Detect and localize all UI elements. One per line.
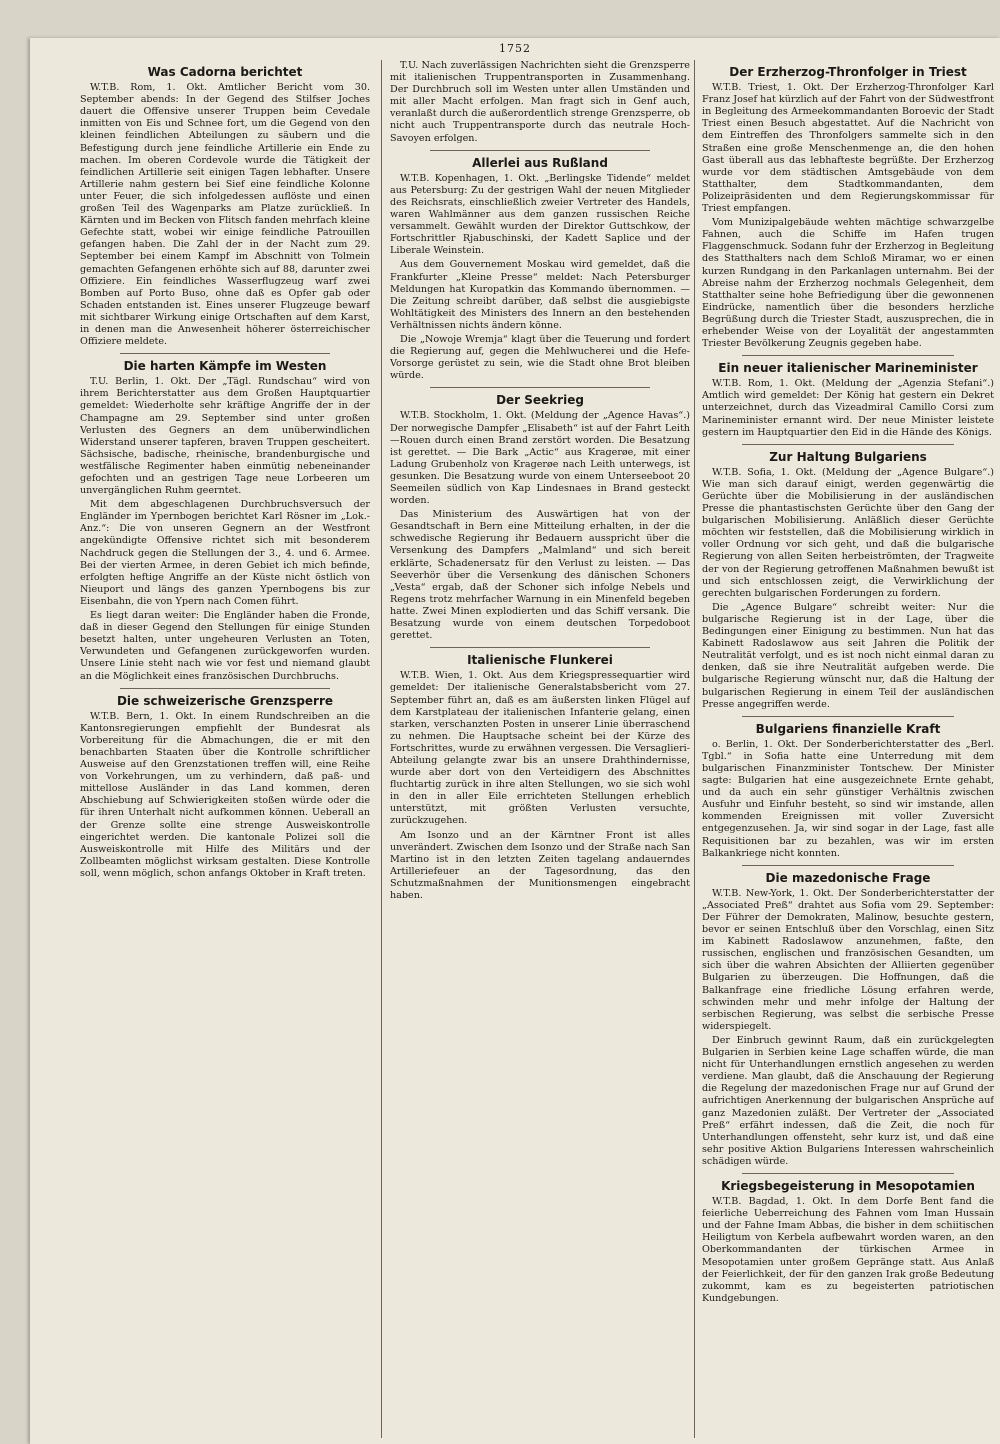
article-headline: Zur Haltung Bulgariens bbox=[769, 449, 927, 464]
article-headline: Kriegsbegeisterung in Mesopotamien bbox=[721, 1178, 975, 1193]
article-headline: Die harten Kämpfe im Westen bbox=[123, 359, 327, 374]
article-seekrieg bbox=[390, 394, 690, 642]
article-headline: Bulgariens finanzielle Kraft bbox=[755, 721, 941, 736]
article-divider bbox=[430, 150, 650, 151]
column-rule bbox=[381, 60, 382, 1438]
column-right bbox=[702, 60, 994, 1438]
article-thronfolger bbox=[702, 66, 994, 350]
article-paragraph: W.T.B. New-York, 1. Okt. Der Sonderberichterstatter der „Associated Preß“ drahtet aus Sofia vom 29. September: Der Führer der Demokraten, Malinow, besuchte gestern, bevor er seinen Entschluß über den Vorschlag, einen Sitz im Kabinett Radoslawow anzunehmen, faßte, den russischen, englischen und französischen Gesandten, um sich über die wahren Absichten der Alliierten gegenüber Bulgarien zu überzeugen. Die Hoffnungen, daß die Balkanfrage eine friedliche Lösung erfahren werde, schwinden mehr und mehr infolge der Haltung der serbischen Regierung, was selbst die serbische Presse widerspiegelt. bbox=[702, 887, 994, 1032]
article-divider bbox=[742, 716, 954, 717]
article-paragraph: W.T.B. Bagdad, 1. Okt. In dem Dorfe Bent fand die feierliche Ueberreichung des Fahnen vom Iman Hussain und der Fahne Imam Abbas, die bisher in dem schiitischen Heiligtum von Kerbela aufbewahrt worden waren, an den Oberkommandanten der türkischen Armee in Mesopotamien unter großem Gepränge statt. Aus Anlaß der Feierlichkeit, der für den ganzen Irak große Bedeutung zukommt, kam es zu begeisterten patriotischen Kundgebungen. bbox=[702, 1196, 994, 1304]
article-divider bbox=[742, 355, 954, 356]
article-flunkerei bbox=[390, 654, 690, 902]
article-paragraph: T.U. Nach zuverlässigen Nachrichten sieht die Grenzsperre mit italienischen Truppentransporten in Zusammenhang. Der Durchbruch soll im Westen unter allen Umständen und mit aller Macht erfolgen. Man fragt sich in Genf auch, veranlaßt durch die außerordentlich strenge Grenzsperre, ob nicht auch Truppentransporte durch das neutrale Hoch-Savoyen erfolgen. bbox=[390, 60, 690, 144]
article-russland bbox=[390, 157, 690, 383]
article-paragraph: Die „Nowoje Wremja“ klagt über die Teuerung und fordert die Regierung auf, gegen die Mehlwucherei und die Hefe-Vorsorge gerüstet zu sein, wie die Stadt ohne Brot bleiben würde. bbox=[390, 333, 690, 382]
article-paragraph: W.T.B. Bern, 1. Okt. In einem Rundschreiben an die Kantonsregierungen empfiehlt der Bundesrat als Vorbereitung für die Abmachungen, die er mit den benachbarten Staaten über die Kontrolle schriftlicher Ausweise auf den Grenzstationen treffen will, eine Reihe von Vorkehrungen, um zu verhindern, daß paß- und mittellose Ausländer in das Land kommen, deren Abschiebung auf Schwierigkeiten stoßen würde oder die für ihren Unterhalt nicht aufkommen können. Ueberall an der Grenze sollte eine strenge Ausweiskontrolle eingerichtet werden. Die kantonale Polizei soll die Ausweiskontrolle mit Hilfe des Militärs und der Zollbeamten möglichst wirksam gestalten. Diese Kontrolle soll, wenn möglich, schon anfangs Oktober in Kraft treten. bbox=[80, 710, 370, 879]
article-headline: Die mazedonische Frage bbox=[765, 870, 931, 885]
article-divider bbox=[120, 688, 330, 689]
article-paragraph: T.U. Berlin, 1. Okt. Der „Tägl. Rundschau“ wird von ihrem Berichterstatter aus dem Großen Hauptquartier gemeldet: Wiederholte sehr kräftige Angriffe der in der Champagne am 29. September sind unter großen Verlusten des Gegners an dem unüberwindlichen Widerstand unserer tapferen, braven Truppen gescheitert. Sächsische, badische, rheinische, brandenburgische und westfälische Regimenter haben einmütig nebeneinander gefochten und an gestrigen Tage neue Lorbeeren um unvergänglichen Ruhm geerntet. bbox=[80, 376, 370, 497]
article-paragraph: Die „Agence Bulgare“ schreibt weiter: Nur die bulgarische Regierung ist in der Lage, über die Bedingungen einer Einigung zu bestimmen. Nun hat das Kabinett Radoslawow aus seit Jahren die Politik der Neutralität verfolgt, und es ist noch nicht einmal daran zu denken, daß sie ihre Neutralität aufgeben werde. Die bulgarische Regierung wünscht nur, daß die Haltung der bulgarischen Regierung in einem Teil der ausländischen Presse angegriffen werde. bbox=[702, 601, 994, 710]
article-headline: Allerlei aus Rußland bbox=[472, 155, 608, 170]
article-paragraph: Das Ministerium des Auswärtigen hat von der Gesandtschaft in Bern eine Mitteilung erhalten, in der die schwedische Regierung ihr Bedauern ausspricht über die Versenkung des Dampfers „Malmland“ und sich bereit erklärte, Schadenersatz für den Verlust zu leisten. — Das Seeverhör über die Versenkung des dänischen Schoners „Vesta“ ergab, daß der Schoner sich infolge Nebels und Regens trotz mehrfacher Warnung in ein Minenfeld begeben hatte. Zwei Minen explodierten und das Schiff versank. Die Besatzung wurde von einem deutschen Torpedoboot gerettet. bbox=[390, 509, 690, 642]
column-left bbox=[80, 60, 370, 1438]
article-grenzsperre-continued bbox=[390, 60, 690, 145]
article-divider bbox=[742, 1173, 954, 1174]
article-marineminister bbox=[702, 362, 994, 439]
article-divider bbox=[430, 647, 650, 648]
column-middle bbox=[390, 60, 690, 1438]
article-cadorna bbox=[80, 66, 370, 348]
article-paragraph: Mit dem abgeschlagenen Durchbruchsversuch der Engländer im Ypernbogen berichtet Karl Rösner im „Lok.-Anz.“: Die von unseren Gegnern an der Westfront angekündigte Offensive richtet sich mit besonderem Nachdruck gegen die Stellungen der 3., 4. und 6. Armee. Bei der vierten Armee, in deren Gebiet ich mich befinde, erfolgten heftige Angriffe an der Küste nicht östlich von Nieuport und längs des ganzen Ypernbogens bis zur Eisenbahn, die von Ypern nach Comen führt. bbox=[80, 499, 370, 607]
article-bulgarien-haltung bbox=[702, 451, 994, 711]
article-grenzsperre bbox=[80, 695, 370, 880]
article-westen bbox=[80, 360, 370, 682]
article-divider bbox=[430, 387, 650, 388]
article-divider bbox=[742, 444, 954, 445]
article-paragraph: W.T.B. Triest, 1. Okt. Der Erzherzog-Thronfolger Karl Franz Josef hat kürzlich auf der Fahrt von der Südwestfront in Begleitung des Armeekommandanten Boroevic der Stadt Triest einen Besuch abgestattet. Auf die Nachricht von dem Eintreffen des Thronfolgers sammelte sich in den Straßen eine große Menschenmenge an, die den hohen Gast überall aus das lebhafteste begrüßte. Der Erzherzog wurde vor dem städtischen Amtsgebäude von dem Statthalter, dem Stadtkommandanten, dem Polizeipräsidenten und dem Regierungskommissar für Triest empfangen. bbox=[702, 82, 994, 215]
article-divider bbox=[742, 865, 954, 866]
article-paragraph: Aus dem Gouvernement Moskau wird gemeldet, daß die Frankfurter „Kleine Presse“ meldet: Nach Petersburger Meldungen hat Kuropatkin das Kommando übernommen. — Die Zeitung schreibt darüber, daß selbst die ausgiebigste Wohltätigkeit des Ministers des Innern an den bestehenden Verhältnissen nichts ändern könne. bbox=[390, 259, 690, 331]
article-paragraph: o. Berlin, 1. Okt. Der Sonderberichterstatter des „Berl. Tgbl.“ in Sofia hatte eine Unterredung mit dem bulgarischen Finanzminister Tontschew. Der Minister sagte: Bulgarien hat eine ausgezeichnete Ernte gehabt, und da auch ein sehr günstiger Verhältnis zwischen Ausfuhr und Einfuhr besteht, so sind wir imstande, allen kommenden Ereignissen mit voller Zuversicht entgegenzusehen. Ja, wir sind sogar in der Lage, fast alle Requisitionen bar zu bezahlen, was wir im ersten Balkankriege nicht konnten. bbox=[702, 738, 994, 859]
article-mazedonien bbox=[702, 872, 994, 1168]
article-paragraph: W.T.B. Sofia, 1. Okt. (Meldung der „Agence Bulgare“.) Wie man sich darauf einigt, werden gegenwärtig die Gerüchte über die Mobilisierung in der ausländischen Presse die phantastischsten Gerüchte über den Gang der bulgarischen Mobilisierung. Anläßlich dieser Gerüchte möchten wir feststellen, daß die Mobilisierung wirklich in voller Ordnung vor sich geht, und daß die bulgarische Regierung von allen Seiten herbeiströmten, der Tragweite der von der Regierung getroffenen Maßnahmen bewußt ist und sich entschlossen zeigt, die Verwirklichung der gerechten bulgarischen Forderungen zu fordern. bbox=[702, 466, 994, 599]
article-headline: Italienische Flunkerei bbox=[467, 653, 613, 668]
article-bulgarien-finanz bbox=[702, 723, 994, 860]
article-paragraph: Vom Munizipalgebäude wehten mächtige schwarzgelbe Fahnen, auch die Schiffe im Hafen trugen Flaggenschmuck. Sodann fuhr der Erzherzog in Begleitung des Statthalters nach dem Schloß Miramar, wo er einen kurzen Rundgang in den Parkanlagen unternahm. Bei der Abreise nahm der Erzherzog nochmals Gelegenheit, dem Statthalter seine hohe Befriedigung über die gewonnenen Eindrücke, namentlich über die besonders herzliche Begrüßung durch die Triester Stadt, auszusprechen, die in erhebender Weise von der Loyalität der angestammten Triester Bevölkerung Zeugnis gegeben habe. bbox=[702, 217, 994, 350]
column-rule bbox=[694, 60, 695, 1438]
article-headline: Der Seekrieg bbox=[496, 393, 584, 408]
article-paragraph: W.T.B. Stockholm, 1. Okt. (Meldung der „Agence Havas“.) Der norwegische Dampfer „Elisabeth“ ist auf der Fahrt Leith—Rouen durch einen Brand zerstört worden. Die Besatzung ist gerettet. — Die Bark „Actic“ aus Kragerøe, mit einer Ladung Grubenholz von Kragerøe nach Leith unterwegs, ist gesunken. Die Besatzung wurde von einem Unterseeboot 20 Seemeilen südlich von Kap Lindesnaes in Brand gesteckt worden. bbox=[390, 410, 690, 507]
article-headline: Was Cadorna berichtet bbox=[147, 65, 303, 79]
article-paragraph: Am Isonzo und an der Kärntner Front ist alles unverändert. Zwischen dem Isonzo und der Straße nach San Martino ist in den letzten Zeiten tagelang andauerndes Artilleriefeuer an der Tagesordnung, das den Schutzmaßnahmen der Munitionsmengen eingebracht haben. bbox=[390, 829, 690, 901]
newspaper-page bbox=[30, 38, 1000, 1444]
article-paragraph: W.T.B. Rom, 1. Okt. Amtlicher Bericht vom 30. September abends: In der Gegend des Stilfser Joches dauert die Offensive unserer Truppen beim Cevedale inmitten von Eis und Schnee fort, um die Gegend von den kleinen feindlichen Abteilungen zu säubern und die Befestigung durch jene feindliche Artillerie ein Ende zu machen. Im oberen Cordevole wurde die Tätigkeit der feindlichen Artillerie seit einigen Tagen lebhafter. Unsere Artillerie nahm gestern bei Sief eine feindliche Kolonne unter Feuer, die sich infolgedessen auflöste und einen großen Teil des Wagenparks am Platze zurückließ. In Kärnten und im Becken von Flitsch fanden mehrfach kleine Gefechte statt, wobei wir einige feindliche Patrouillen gefangen haben. Die Zahl der in der Nacht zum 29. September bei einem Kampf im Abschnitt von Tolmein gemachten Gefangenen erhöhte sich auf 88, darunter zwei Offiziere. Ein feindliches Wasserflugzeug warf zwei Bomben auf Porto Buso, ohne daß es Opfer gab oder Schaden entstanden ist. Eines unserer Flugzeuge bewarf mit sichtbarer Wirkung einige Ortschaften auf dem Karst, in denen man die Anwesenheit höherer österreichischer Offiziere meldete. bbox=[80, 82, 370, 348]
article-paragraph: W.T.B. Rom, 1. Okt. (Meldung der „Agenzia Stefani“.) Amtlich wird gemeldet: Der König hat gestern ein Dekret unterzeichnet, durch das Vizeadmiral Camillo Corsi zum Marineminister ernannt wird. Der neue Minister leistete gestern im Hauptquartier den Eid in die Hände des Königs. bbox=[702, 378, 994, 438]
article-divider bbox=[120, 353, 330, 354]
article-paragraph: Es liegt daran weiter: Die Engländer haben die Fronde, daß in dieser Gegend den Stellungen für einige Stunden besetzt halten, unter ungeheuren Verlusten an Toten, Verwundeten und Gefangenen zurückgeworfen wurden. Unsere Linie steht nach wie vor fest und niemand glaubt an die Möglichkeit eines französischen Durchbruchs. bbox=[80, 610, 370, 682]
page-number: 1752 bbox=[499, 42, 531, 55]
article-headline: Der Erzherzog-Thronfolger in Triest bbox=[729, 65, 967, 79]
article-paragraph: Der Einbruch gewinnt Raum, daß ein zurückgelegten Bulgarien in Serbien keine Lage schaffen würde, die man nicht für Unterhandlungen ernstlich angesehen zu werden verdiene. Man glaubt, daß die Anschauung der Regierung die Regelung der mazedonischen Frage nur auf Grund der aufrichtigen Anerkennung der bulgarischen Ansprüche auf ganz Mazedonien zuläßt. Der Vertreter der „Associated Preß“ erfährt indessen, daß die Zeit, die noch für Unterhandlungen offensteht, sehr kurz ist, und daß eine sehr positive Aktion Bulgariens Interessen wahrscheinlich schädigen würde. bbox=[702, 1034, 994, 1167]
article-headline: Die schweizerische Grenzsperre bbox=[116, 693, 334, 708]
article-paragraph: W.T.B. Wien, 1. Okt. Aus dem Kriegspressequartier wird gemeldet: Der italienische Generalstabsbericht vom 27. September führt an, daß es am äußersten linken Flügel auf dem Karstplateau der italienischen Infanterie gelang, einen starken, verschanzten Posten in unserer Linie überraschend zu nehmen. Die Hauptsache scheint bei der Kürze des Fortschrittes, wurde zu erwähnen vergessen. Die Versaglieri-Abteilung gelangte zwar bis an unsere Drahthindernisse, wurde aber dort von den Verteidigern des Abschnittes fluchtartig zurück in ihre alten Stellungen, wo sie sich wohl in den in aller Eile errichteten Stellungen erheblich unterstützt, mit größten Verlusten versuchte, zurückzugehen. bbox=[390, 670, 690, 827]
article-paragraph: W.T.B. Kopenhagen, 1. Okt. „Berlingske Tidende“ meldet aus Petersburg: Zu der gestrigen Wahl der neuen Mitglieder des Reichsrats, einschließlich zweier Vertreter des Handels, waren Wahlmänner aus dem ganzen russischen Reiche versammelt. Gewählt wurden der Direktor Guttschkow, der Fortschrittler Rjabuschinski, der Kadett Saplice und der Liberale Weinstein. bbox=[390, 172, 690, 257]
article-mesopotamien bbox=[702, 1180, 994, 1305]
article-headline: Ein neuer italienischer Marineminister bbox=[718, 361, 978, 376]
